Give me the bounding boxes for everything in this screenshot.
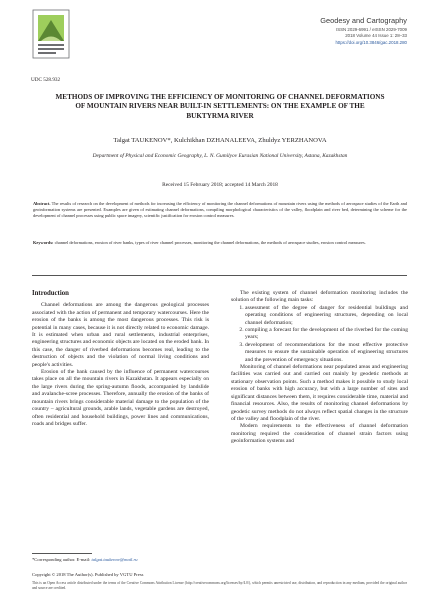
author-email-link[interactable]: talgat.taukenov@mail.ru (91, 557, 138, 562)
received-dates: Received 15 February 2018; accepted 14 March 2018 (162, 182, 278, 188)
udc-code: UDC 528.932 (31, 77, 61, 83)
doi-link[interactable]: https://doi.org/10.3846/gac.2018.280 (335, 39, 407, 45)
abstract (33, 201, 407, 219)
paragraph: Monitoring of channel deformations near populated areas and engineering facilities was carried out and carried out mainly by geodetic methods at stationary observation points. Such a method makes it possible to study local erosion of banks with high accuracy, but with a large number of sites and significant distances between them, it requires considerable time, material and financial resources. Also, the results of monitoring channel deformations by geodetic survey methods do not always reflect spatial changes in the structure of the valley and floodplain of the river. (231, 364, 408, 422)
issn: ISSN 2029-6991 / eISSN 2029-7009 (335, 26, 407, 32)
keywords (33, 240, 407, 246)
volume-info: 2018 Volume 44 Issue 1: 28–33 (345, 33, 407, 39)
corresponding-author-footnote (32, 557, 138, 562)
affiliation: Department of Physical and Economic Geography, L. N. Gumilyov Eurasian National University, Astana, Kazakhstan (92, 153, 348, 159)
paragraph: The existing system of channel deformation monitoring includes the solution of the following main tasks: (231, 290, 408, 304)
list-item: 2. compiling a forecast for the development of the riverbed for the coming years; (245, 327, 408, 342)
keywords-text: channel deformations, erosion of river banks, types of river channel processes, monitoring the channel deformations, the methods of aerospace studies, erosion control measures. (53, 240, 366, 245)
section-divider (32, 275, 407, 276)
journal-info (320, 16, 407, 45)
authors: Talgat TAUKENOV*, Kulchikhan DZHANALEEVA, Zhuldyz YERZHANOVA (113, 137, 327, 144)
license-text: This is an Open Access article distributed under the terms of the Creative Commons Attribution License (http://creativecommons.org/licenses/by/4.0/), which permits unrestricted use, distribution, and reproduction in any medium, provided the original author and source are credited. (32, 581, 407, 590)
left-column (32, 290, 209, 428)
paragraph: Channel deformations are among the dangerous geological processes associated with the action of permanent and temporary watercourses. Here the erosion of the banks is among the most dangerous processes. This risk is potential in many cases, because it is not directly related to economic damage. It is estimated when urban and rural settlements, industrial enterprises, engineering structures and economic objects are located on the eroded bank. In this case, the danger of riverbed deformations becomes real, leading to the destruction of objects and the violation of normal living conditions and people's activities. (32, 302, 209, 368)
journal-header (0, 0, 439, 70)
article-title: METHODS OF IMPROVING THE EFFICIENCY OF MONITORING OF CHANNEL DEFORMATIONS OF MOUNTAIN RIVERS NEAR BUILT-IN SETTLEMENTS: ON THE EXAMPLE OF THE BUKTYRMA RIVER (55, 93, 385, 120)
footnote-label: *Corresponding author. E-mail: (32, 557, 91, 562)
task-list (231, 305, 408, 364)
right-column (231, 290, 408, 446)
list-item: 3. development of recommendations for the most effective protective measures to ensure the sustainable operation of engineering structures and the prevention of emergency situations. (245, 342, 408, 364)
publisher-logo (30, 8, 72, 60)
list-item: 1. assessment of the degree of danger for residential buildings and operating conditions of engineering structures, depending on local channel deformation; (245, 305, 408, 327)
journal-name: Geodesy and Cartography (320, 16, 407, 25)
abstract-label: Abstract. (33, 201, 51, 206)
abstract-text: The results of research on the development of methods for increasing the efficiency of monitoring the channel deformations of mountain rivers using the methods of aerospace studies of the Earth and geoinformation systems are presented. Examples are given of estimating channel deformations, compiling morphological characteristics of the valley, floodplain and river bed, determining the scheme for the development of channel processes using public space imagery, scientific justification for erosion control measures. (33, 201, 407, 218)
footnote-divider (32, 553, 92, 554)
section-heading-introduction: Introduction (32, 290, 69, 297)
paragraph: Erosion of the bank caused by the influence of permanent watercourses takes place on all the mountain rivers in Kazakhstan. It appears especially on the large rivers during the spring-autumn floods, accompanied by landslide and avalanche-scree processes. Therefore, annually the erosion of the banks of mountain rivers brings considerable material damage to the population of the country – agricultural grounds, arable lands, vegetable gardens are destroyed, often residential and household buildings, power lines and communications, roads and bridges suffer. (32, 369, 209, 427)
copyright: Copyright © 2018 The Author(s). Published by VGTU Press (32, 572, 144, 577)
paragraph: Modern requirements to the effectiveness of channel deformation monitoring required the consideration of channel strain factors using geoinformation systems and (231, 423, 408, 445)
keywords-label: Keywords: (33, 240, 54, 245)
